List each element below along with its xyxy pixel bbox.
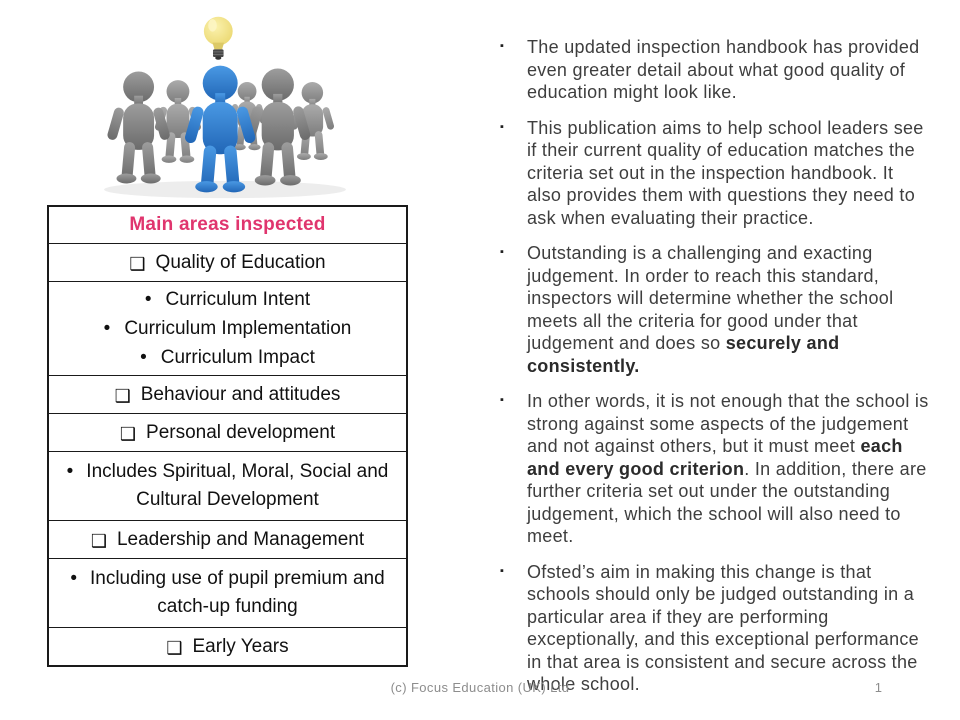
checkbox-icon: ❑ <box>166 637 183 658</box>
square-bullet-icon: ▪ <box>500 120 505 133</box>
table-cell-text: Personal development <box>146 421 336 443</box>
footer-copyright: (c) Focus Education (UK) Ltd <box>390 680 570 695</box>
table-cell-text: Leadership and Management <box>116 528 365 550</box>
bullet-text: This publication aims to help school leaders see if their current quality of education matches the criteria set out in the inspection handbook. It also provides them with questions they need to ask when evaluating their practice. <box>527 117 924 228</box>
bullet-icon: • <box>144 289 152 310</box>
bullet-text: Ofsted’s aim in making this change is that schools should only be judged outstanding in a particular area if they are performing exceptionally, and this exceptional performance in that area is consistent and secure across the whole school. <box>527 561 919 694</box>
bullet-text: In other words, it is not enough that the school is strong against some aspects of the judgement and not against others, but it must meet each and every good criterion. In addition, there are further criteria set out under the outstanding judgement, which the school will also need to meet. <box>527 391 929 546</box>
bullet-icon: • <box>140 347 147 368</box>
bullet-text: The updated inspection handbook has provided even greater detail about what good quality of education might look like. <box>527 37 920 102</box>
table-row <box>49 413 406 451</box>
table-cell-text: Early Years <box>192 635 289 657</box>
main-areas-table <box>47 205 408 667</box>
table-cell-text: Including use of pupil premium and catch-up funding <box>89 568 385 617</box>
square-bullet-icon: ▪ <box>500 40 505 52</box>
table-cell-text: Curriculum Impact <box>160 347 315 368</box>
square-bullet-icon: ▪ <box>500 246 505 258</box>
table-row <box>49 627 406 665</box>
notes-column <box>500 36 930 709</box>
table-row <box>49 375 406 413</box>
team-figures-lightbulb-illustration <box>90 10 360 202</box>
table-row <box>49 558 406 627</box>
table-bullet-line <box>104 314 352 343</box>
square-bullet-icon: ▪ <box>500 394 505 406</box>
table-row <box>49 520 406 558</box>
bullet-item <box>500 36 930 104</box>
table-cell-text: Curriculum Implementation <box>124 318 352 339</box>
bullet-item <box>500 117 930 230</box>
table-body <box>49 243 406 665</box>
table-row <box>49 451 406 520</box>
bullet-icon: • <box>66 461 74 482</box>
bullet-item <box>500 561 930 696</box>
bullet-icon: • <box>70 568 77 589</box>
table-row <box>49 243 406 281</box>
checkbox-icon: ❑ <box>114 385 131 406</box>
table-cell-text: Behaviour and attitudes <box>140 383 341 405</box>
table-cell-text: Quality of Education <box>155 251 326 273</box>
bullet-item <box>500 390 930 548</box>
bullet-list <box>500 36 930 696</box>
checkbox-icon: ❑ <box>90 530 107 551</box>
footer-page-number: 1 <box>874 680 882 695</box>
square-bullet-icon: ▪ <box>500 564 505 577</box>
gray-figure-front-left <box>106 71 171 183</box>
table-cell-text: Curriculum Intent <box>165 289 311 310</box>
table-bullet-line <box>140 343 315 372</box>
table-bullet-line <box>145 285 310 314</box>
checkbox-icon: ❑ <box>129 253 146 274</box>
lightbulb-icon <box>204 17 233 60</box>
table-cell-text: Includes Spiritual, Moral, Social and Cultural Development <box>86 461 389 510</box>
bullet-text: Outstanding is a challenging and exacting judgement. In order to reach this standard, inspectors will determine whether the school meets all the criteria for good under that judgement and does so securely and consistently. <box>527 243 894 376</box>
bullet-icon: • <box>103 318 111 339</box>
checkbox-icon: ❑ <box>119 423 137 444</box>
table-row <box>49 281 406 375</box>
bullet-item <box>500 242 930 377</box>
table-title: Main areas inspected <box>129 214 326 235</box>
